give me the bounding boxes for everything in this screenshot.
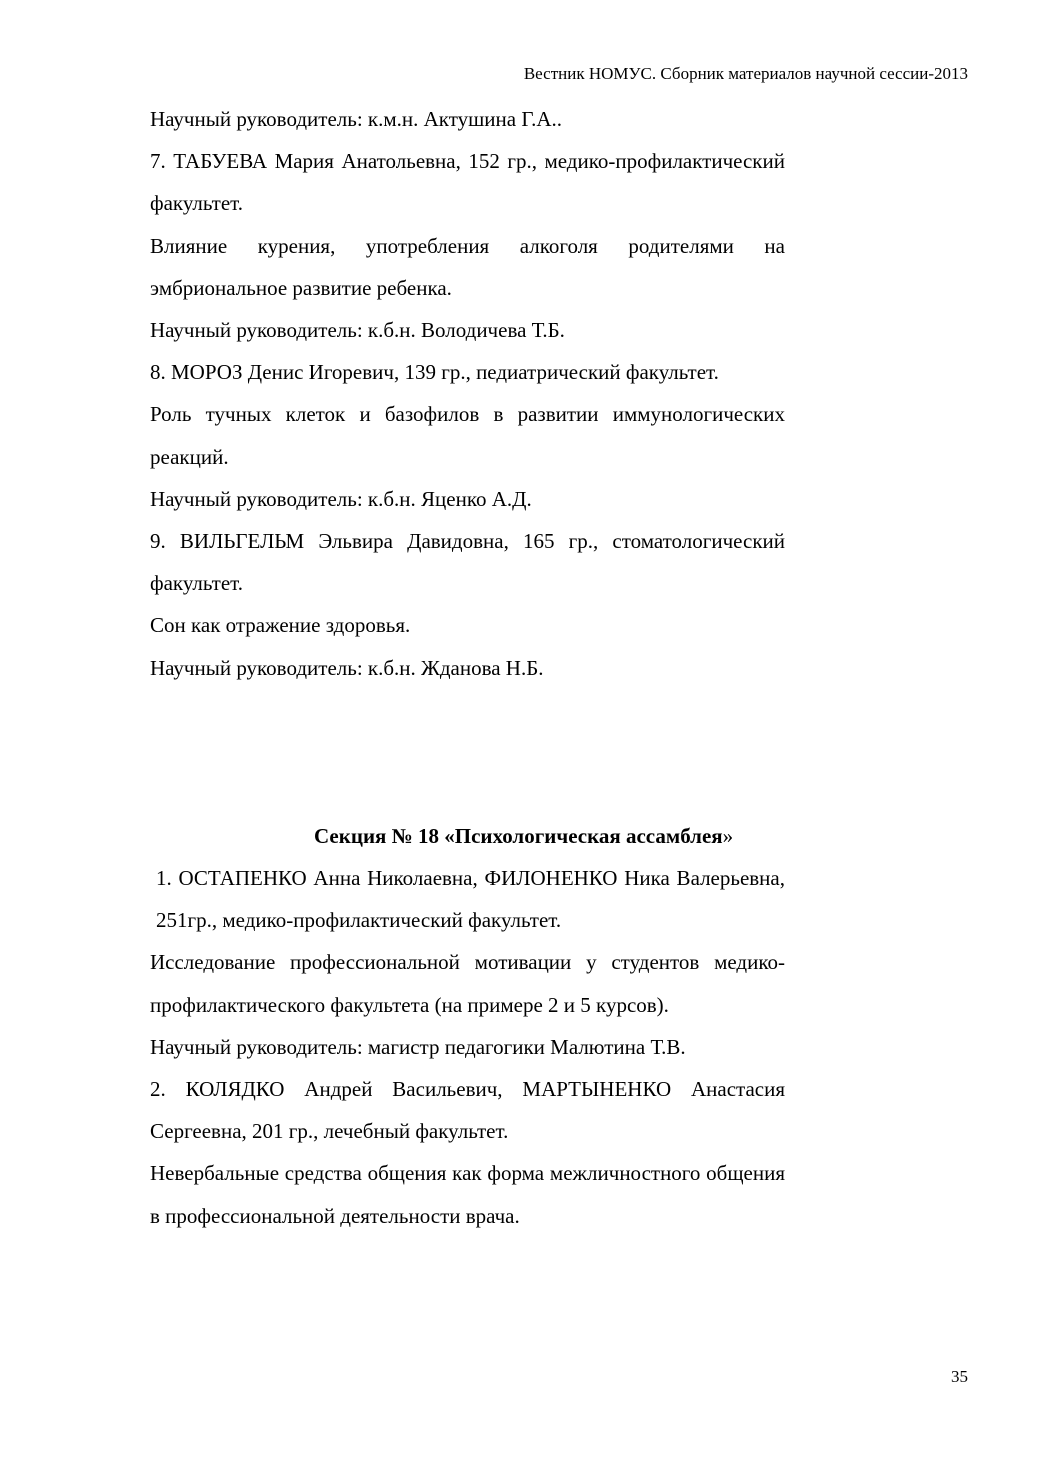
entry-7-author: 7. ТАБУЕВА Мария Анатольевна, 152 гр., медико-профилактический факультет.: [150, 149, 785, 216]
page-number: 35: [951, 1367, 968, 1386]
section-entry-1-supervisor: Научный руководитель: магистр педагогики Малютина Т.В.: [150, 1034, 686, 1059]
entry-8-supervisor: Научный руководитель: к.б.н. Яценко А.Д.: [150, 486, 532, 511]
section-heading-text: Секция № 18 «Психологическая ассамблея: [314, 823, 723, 848]
entry-6-supervisor: Научный руководитель: к.м.н. Актушина Г.А..: [150, 107, 563, 131]
entry-9-title: Сон как отражение здоровья.: [150, 613, 411, 638]
section-entry-2-title: Невербальные средства общения как форма межличностного общения в профессиональной деятельности врача.: [150, 1161, 785, 1228]
section-entry-1-author: 1. ОСТАПЕНКО Анна Николаевна, ФИЛОНЕНКО Ника Валерьевна, 251гр., медико-профилактический факультет.: [156, 866, 785, 933]
entry-7-title: Влияние курения, употребления алкоголя родителями на эмбриональное развитие ребенка.: [150, 233, 785, 300]
entry-8-title: Роль тучных клеток и базофилов в развитии иммунологических реакций.: [150, 402, 785, 469]
entry-8-author: 8. МОРОЗ Денис Игоревич, 139 гр., педиатрический факультет.: [150, 360, 719, 385]
entry-7-supervisor: Научный руководитель: к.б.н. Володичева Т.Б.: [150, 318, 565, 343]
section-heading-close-quote: »: [722, 823, 734, 848]
running-header: Вестник НОМУС. Сборник материалов научной сессии-2013: [523, 64, 968, 83]
section-entry-1-title: Исследование профессиональной мотивации у студентов медико-профилактического факультета (на примере 2 и 5 курсов).: [150, 950, 785, 1017]
section-entry-2-author: 2. КОЛЯДКО Андрей Васильевич, МАРТЫНЕНКО Анастасия Сергеевна, 201 гр., лечебный факультет.: [150, 1077, 785, 1144]
entry-9-author: 9. ВИЛЬГЕЛЬМ Эльвира Давидовна, 165 гр., стоматологический факультет.: [150, 529, 785, 596]
section-heading: [150, 815, 785, 857]
section-spacer: [150, 689, 785, 815]
page-body: [150, 98, 785, 1237]
entry-9-supervisor: Научный руководитель: к.б.н. Жданова Н.Б.: [150, 655, 544, 680]
